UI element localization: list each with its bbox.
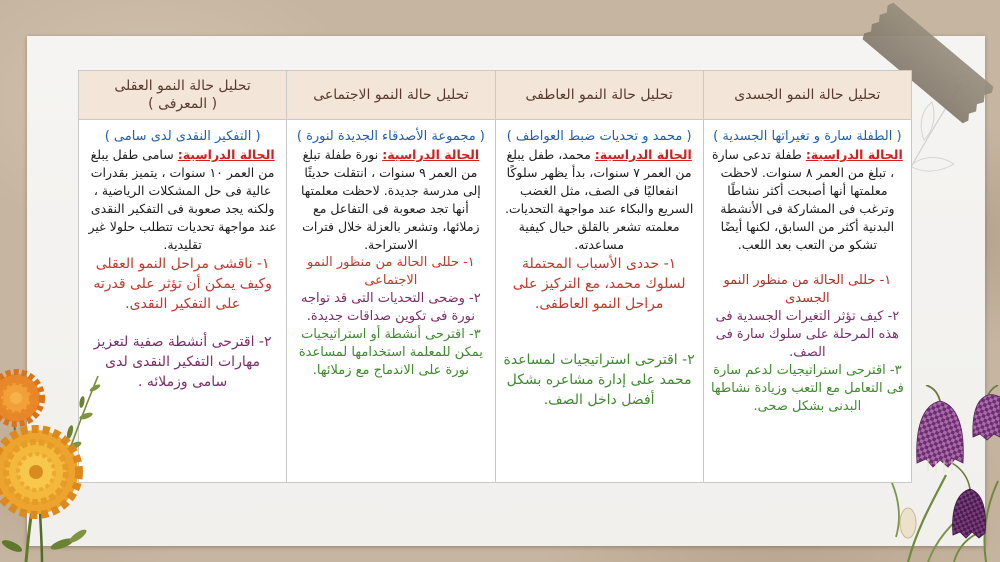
case-title: ( الطفلة سارة و تغيراتها الجسدية ) <box>713 129 902 144</box>
question-item: ٢- كيف تؤثر التغيرات الجسدية فى هذه المرحلة على سلوك سارة فى الصف. <box>715 309 900 360</box>
leaf <box>79 396 86 409</box>
stem <box>988 385 998 395</box>
flower-center <box>10 392 22 404</box>
case-label: الحالة الدراسية: <box>177 147 275 162</box>
marigold-flower <box>0 429 79 515</box>
cell-social-growth <box>287 120 495 483</box>
stem <box>926 385 940 401</box>
leaf <box>0 538 23 555</box>
header-label: تحليل حالة النمو الجسدى <box>734 87 881 103</box>
header-social-growth <box>287 71 495 120</box>
question-item: ١- حللى الحالة من منظور النمو الاجتماعى <box>306 255 475 288</box>
question-item: ١- حددى الأسباب المحتملة لسلوك محمد، مع التركيز على مراحل النمو العاطفى. <box>512 256 686 312</box>
stem <box>952 463 970 489</box>
table-body <box>79 120 912 483</box>
cell-physical-growth <box>703 120 911 483</box>
header-label: تحليل حالة النمو العاطفى <box>525 87 673 103</box>
bell-petals <box>973 395 1000 440</box>
case-study <box>294 146 487 254</box>
case-title: ( مجموعة الأصدقاء الجديدة لنورة ) <box>296 129 485 144</box>
case-label: الحالة الدراسية: <box>382 147 480 162</box>
case-text: نورة طفلة تبلغ من العمر ٩ سنوات ، انتقلت حديثًا إلى مدرسة جديدة. لاحظت معلمتها أنها تجد صعوبة فى التفاعل مع زملائها، وتشعر بالعزلة خلال فترات الاستراحة. <box>301 147 481 252</box>
question-item: ٢- وضحى التحديات التى قد تواجه نورة فى تكوين صداقات جديدة. <box>301 291 481 324</box>
question-item: ١- حللى الحالة من منظور النمو الجسدى <box>723 273 892 306</box>
growth-analysis-table <box>78 70 912 483</box>
case-text: محمد، طفل يبلغ من العمر ٧ سنوات، بدأ يظهر سلوكًا انفعاليًا فى الصف، مثل الغضب السريع والبكاء عند مواجهة التحديات. معلمته تشعر بالقلق حيال كيفية مساعدته. <box>504 147 694 252</box>
bell-petals <box>917 401 964 467</box>
case-text: طفلة تدعى سارة ، تبلغ من العمر ٨ سنوات. لاحظت معلمتها أنها أصبحت أكثر نشاطًا وترغب فى المشاركة فى الأنشطة البدنية أكثر من السابق، لكنها أيضًا تشكو من التعب بعد اللعب. <box>711 147 895 252</box>
header-label: تحليل حالة النمو العقلى <box>114 78 251 94</box>
case-title: ( محمد و تحديات ضبط العواطف ) <box>506 129 692 144</box>
case-study <box>86 146 279 254</box>
fritillaria-bell <box>973 395 1000 440</box>
leaf <box>68 527 88 544</box>
sketch-leaf <box>910 158 954 172</box>
flower-center <box>29 465 43 479</box>
stem <box>40 512 42 562</box>
header-emotional-growth <box>495 71 703 120</box>
fritillaria-bell <box>953 489 986 538</box>
ground-leaves <box>0 527 88 554</box>
question-item: ٢- اقترحى استراتيجيات لمساعدة محمد على إدارة مشاعره بشكل أفضل داخل الصف. <box>503 352 695 408</box>
table-row <box>79 120 912 483</box>
case-label: الحالة الدراسية: <box>594 147 692 162</box>
question-item: ٢- اقترحى أنشطة صفية لتعزيز مهارات التفكير النقدى لدى سامى وزملائه . <box>93 334 272 390</box>
orange-flower <box>0 372 42 424</box>
marigold-flowers-decoration <box>0 360 110 562</box>
bell-petals <box>953 489 986 538</box>
header-physical-growth <box>703 71 911 120</box>
bud <box>900 508 916 538</box>
fritillaria-flowers-decoration <box>888 385 1000 562</box>
cell-emotional-growth <box>495 120 703 483</box>
header-cognitive-growth <box>79 71 287 120</box>
case-study <box>503 146 696 254</box>
grass-blade <box>985 481 999 562</box>
question-item: ١- ناقشى مراحل النمو العقلى وكيف يمكن أن تؤثر على قدرته على التفكير النقدى. <box>93 256 272 312</box>
question-item: ٣- اقترحى استراتيجيات لدعم سارة فى التعامل مع التعب وزيادة نشاطها البدنى بشكل صحى. <box>710 363 904 414</box>
header-label: تحليل حالة النمو الاجتماعى <box>313 87 469 103</box>
fritillaria-bell <box>917 401 964 473</box>
case-title: ( التفكير النقدى لدى سامى ) <box>104 129 261 144</box>
table-header <box>79 71 912 120</box>
case-label: الحالة الدراسية: <box>805 147 903 162</box>
case-study <box>711 146 904 254</box>
grass-blade <box>892 483 899 537</box>
question-item: ٣- اقترحى أنشطة أو استراتيجيات يمكن للمعلمة استخدامها لمساعدة نورة على الاندماج مع زملائها. <box>298 327 483 378</box>
sketch-leaf <box>921 102 934 140</box>
flower-bud <box>900 508 916 538</box>
table-header-row <box>79 71 912 120</box>
header-note: ( المعرفى ) <box>148 96 218 112</box>
case-text: سامى طفل يبلغ من العمر ١٠ سنوات ، يتميز بقدرات عالية فى حل المشكلات الرياضية ، ولكنه يجد صعوبة فى التفكير النقدى عند مواجهة تحديات تتطلب حلولا غير تقليدية. <box>88 147 277 252</box>
